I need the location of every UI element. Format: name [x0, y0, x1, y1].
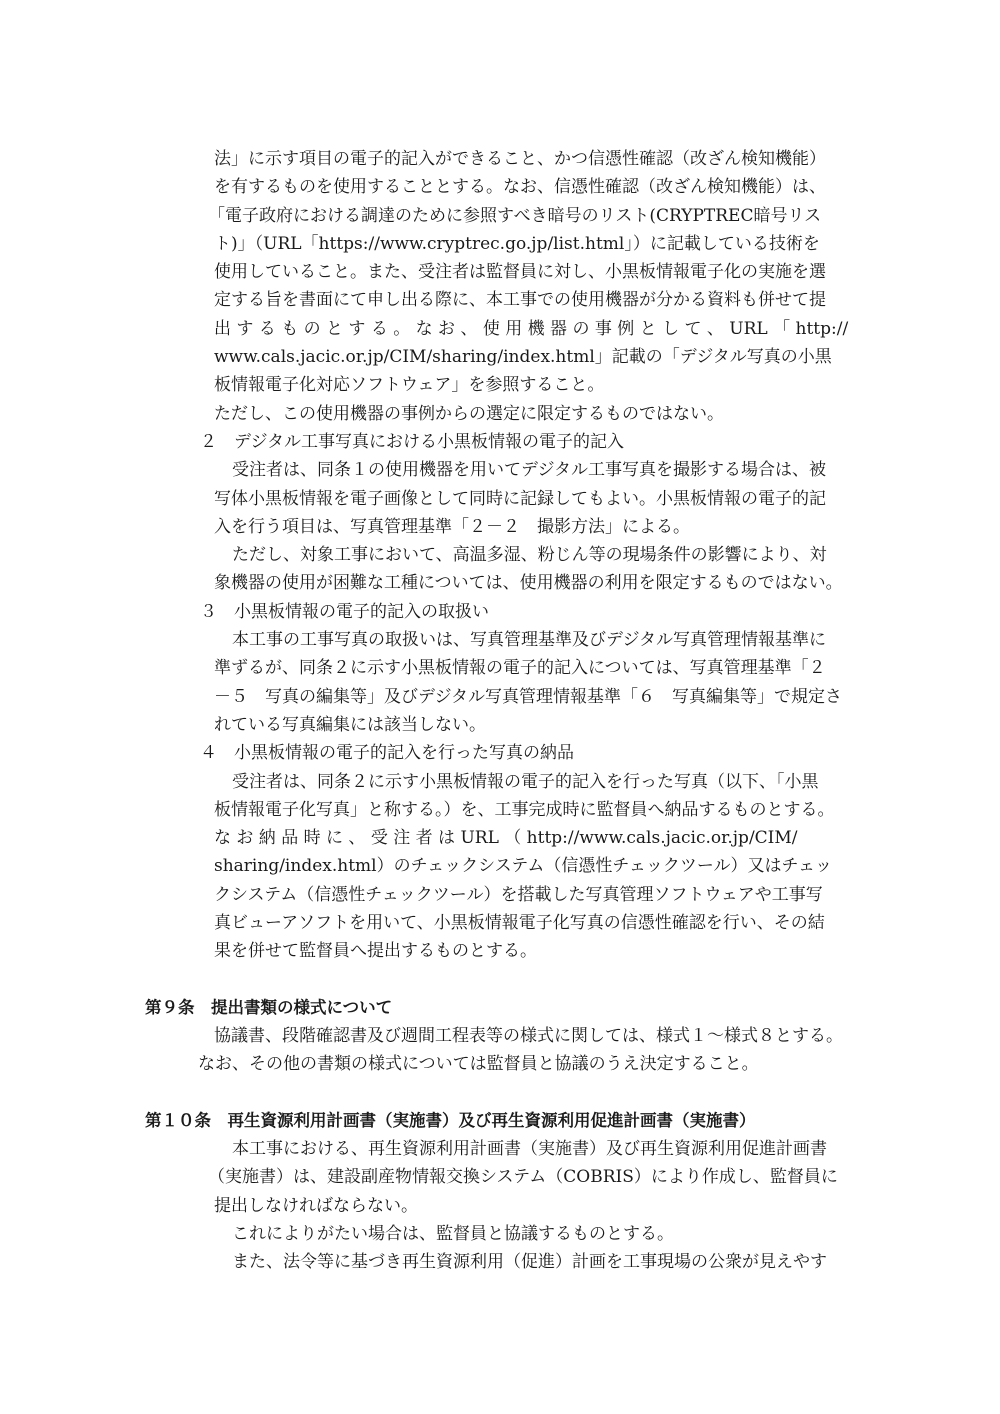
article-9-heading: 第９条 提出書類の様式について: [145, 998, 393, 1017]
body-text-line: ト)」（URL「https://www.cryptrec.go.jp/list.html」）に記載している技術を: [214, 234, 820, 254]
body-text-line: 写体小黒板情報を電子画像として同時に記録してもよい。小黒板情報の電子的記: [214, 489, 826, 509]
body-text-line: 受注者は、同条２に示す小黒板情報の電子的記入を行った写真（以下、「小黒: [232, 772, 819, 792]
body-text-line: ただし、この使用機器の事例からの選定に限定するものではない。: [214, 404, 724, 424]
body-text-line: れている写真編集には該当しない。: [214, 715, 486, 735]
body-text-line: 板情報電子化写真」と称する。）を、工事完成時に監督員へ納品するものとする。: [214, 800, 835, 820]
body-text-line: 受注者は、同条１の使用機器を用いてデジタル工事写真を撮影する場合は、被: [232, 460, 826, 480]
body-text-line: を有するものを使用することとする。なお、信憑性確認（改ざん検知機能）は、: [214, 177, 826, 197]
body-text-line: 提出しなければならない。: [214, 1196, 418, 1216]
body-text-line: 本工事における、再生資源利用計画書（実施書）及び再生資源利用促進計画書: [232, 1139, 827, 1159]
body-text-line: 入を行う項目は、写真管理基準「２－２ 撮影方法」による。: [214, 517, 690, 537]
body-text-line: 「電子政府における調達のために参照すべき暗号のリスト(CRYPTREC暗号リス: [208, 206, 822, 226]
body-text-line: 果を併せて監督員へ提出するものとする。: [214, 941, 537, 961]
body-text-line: 定する旨を書面にて申し出る際に、本工事での使用機器が分かる資料も併せて提: [214, 290, 826, 310]
body-text-line: 使用していること。また、受注者は監督員に対し、小黒板情報電子化の実施を選: [214, 262, 826, 282]
subsection-title: ４ 小黒板情報の電子的記入を行った写真の納品: [200, 743, 574, 763]
body-text-line: 協議書、段階確認書及び週間工程表等の様式に関しては、様式１～様式８とする。: [214, 1026, 843, 1046]
body-text-line: www.cals.jacic.or.jp/CIM/sharing/index.html」記載の「デジタル写真の小黒: [214, 347, 832, 367]
body-text-line: クシステム（信憑性チェックツール）を搭載した写真管理ソフトウェアや工事写: [214, 885, 823, 905]
body-text-line: 象機器の使用が困難な工種については、使用機器の利用を限定するものではない。: [214, 573, 843, 593]
body-text-line: 真ビューアソフトを用いて、小黒板情報電子化写真の信憑性確認を行い、その結: [214, 913, 825, 933]
body-text-line: 準ずるが、同条２に示す小黒板情報の電子的記入については、写真管理基準「２: [214, 658, 826, 678]
body-text-line: 法」に示す項目の電子的記入ができること、かつ信憑性確認（改ざん検知機能）: [214, 149, 826, 169]
body-text-line: sharing/index.html）のチェックシステム（信憑性チェックツール）又はチェッ: [214, 856, 833, 876]
subsection-title: ３ 小黒板情報の電子的記入の取扱い: [200, 602, 489, 622]
body-text-line: 出 す る も の と す る 。 な お 、 使 用 機 器 の 事 例 と し て 、 URL 「 http://: [214, 319, 849, 339]
body-text-line: 板情報電子化対応ソフトウェア」を参照すること。: [214, 375, 605, 395]
body-text-line: な お 納 品 時 に 、 受 注 者 は URL （ http://www.cals.jacic.or.jp/CIM/: [214, 828, 798, 848]
body-text-line: 本工事の工事写真の取扱いは、写真管理基準及びデジタル写真管理情報基準に: [232, 630, 826, 650]
body-text-line: －５ 写真の編集等」及びデジタル写真管理情報基準「６ 写真編集等」で規定さ: [214, 687, 842, 707]
body-text-line: なお、その他の書類の様式については監督員と協議のうえ決定すること。: [198, 1054, 759, 1074]
body-text-line: また、法令等に基づき再生資源利用（促進）計画を工事現場の公衆が見えやす: [232, 1252, 827, 1272]
body-text-line: ただし、対象工事において、高温多湿、粉じん等の現場条件の影響により、対: [232, 545, 827, 565]
body-text-line: これによりがたい場合は、監督員と協議するものとする。: [232, 1224, 674, 1244]
article-10-heading: 第１０条 再生資源利用計画書（実施書）及び再生資源利用促進計画書（実施書）: [145, 1111, 756, 1130]
subsection-title: ２ デジタル工事写真における小黒板情報の電子的記入: [200, 432, 624, 452]
body-text-line: （実施書）は、建設副産物情報交換システム（COBRIS）により作成し、監督員に: [208, 1167, 838, 1187]
